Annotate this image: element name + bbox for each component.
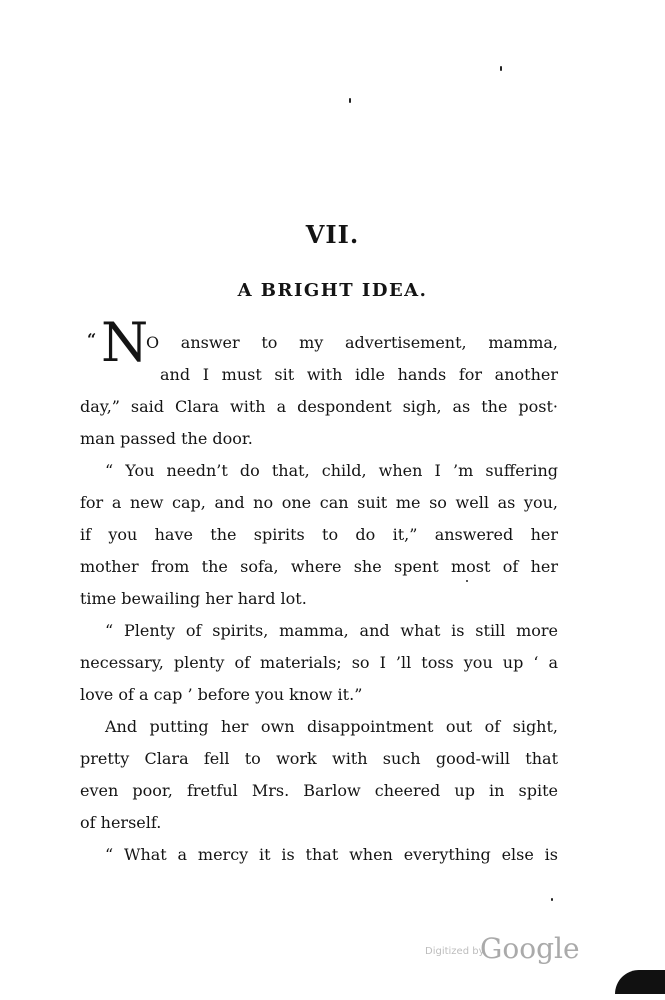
ink-speck <box>500 66 502 71</box>
chapter-title: A BRIGHT IDEA. <box>237 280 428 301</box>
paragraph-line: “ You needn’t do that, child, when I ’m suffering <box>105 461 558 480</box>
ink-speck <box>466 580 468 582</box>
paragraph-line: and I must sit with idle hands for another <box>160 365 558 384</box>
scan-smudge <box>615 970 665 994</box>
chapter-number: VII. <box>305 220 360 249</box>
paragraph-line: “ Plenty of spirits, mamma, and what is still more <box>105 621 558 640</box>
paragraph-line: day,” said Clara with a despondent sigh, as the post· <box>80 397 558 416</box>
google-logo: Google <box>480 932 580 965</box>
paragraph-line: O answer to my advertisement, mamma, <box>146 333 558 352</box>
drop-cap-letter: N <box>101 311 149 374</box>
ink-speck <box>551 898 553 901</box>
paragraph-line: And putting her own disappointment out of sight, <box>105 717 558 736</box>
digitized-by-label: Digitized by <box>425 946 485 957</box>
paragraph-line: “ What a mercy it is that when everything else is <box>105 845 558 864</box>
paragraph-line: if you have the spirits to do it,” answered her <box>80 525 558 544</box>
ink-speck <box>349 98 351 103</box>
paragraph-line: time bewailing her hard lot. <box>80 589 307 608</box>
paragraph-line: mother from the sofa, where she spent most of her <box>80 557 558 576</box>
opening-quote: “ <box>87 330 97 349</box>
paragraph-line: love of a cap ’ before you know it.” <box>80 685 363 704</box>
paragraph-line: of herself. <box>80 813 162 832</box>
paragraph-line: man passed the door. <box>80 429 253 448</box>
paragraph-line: pretty Clara fell to work with such good-will that <box>80 749 558 768</box>
paragraph-line: even poor, fretful Mrs. Barlow cheered up in spite <box>80 781 558 800</box>
paragraph-line: necessary, plenty of materials; so I ’ll toss you up ‘ a <box>80 653 558 672</box>
paragraph-line: for a new cap, and no one can suit me so well as you, <box>80 493 558 512</box>
